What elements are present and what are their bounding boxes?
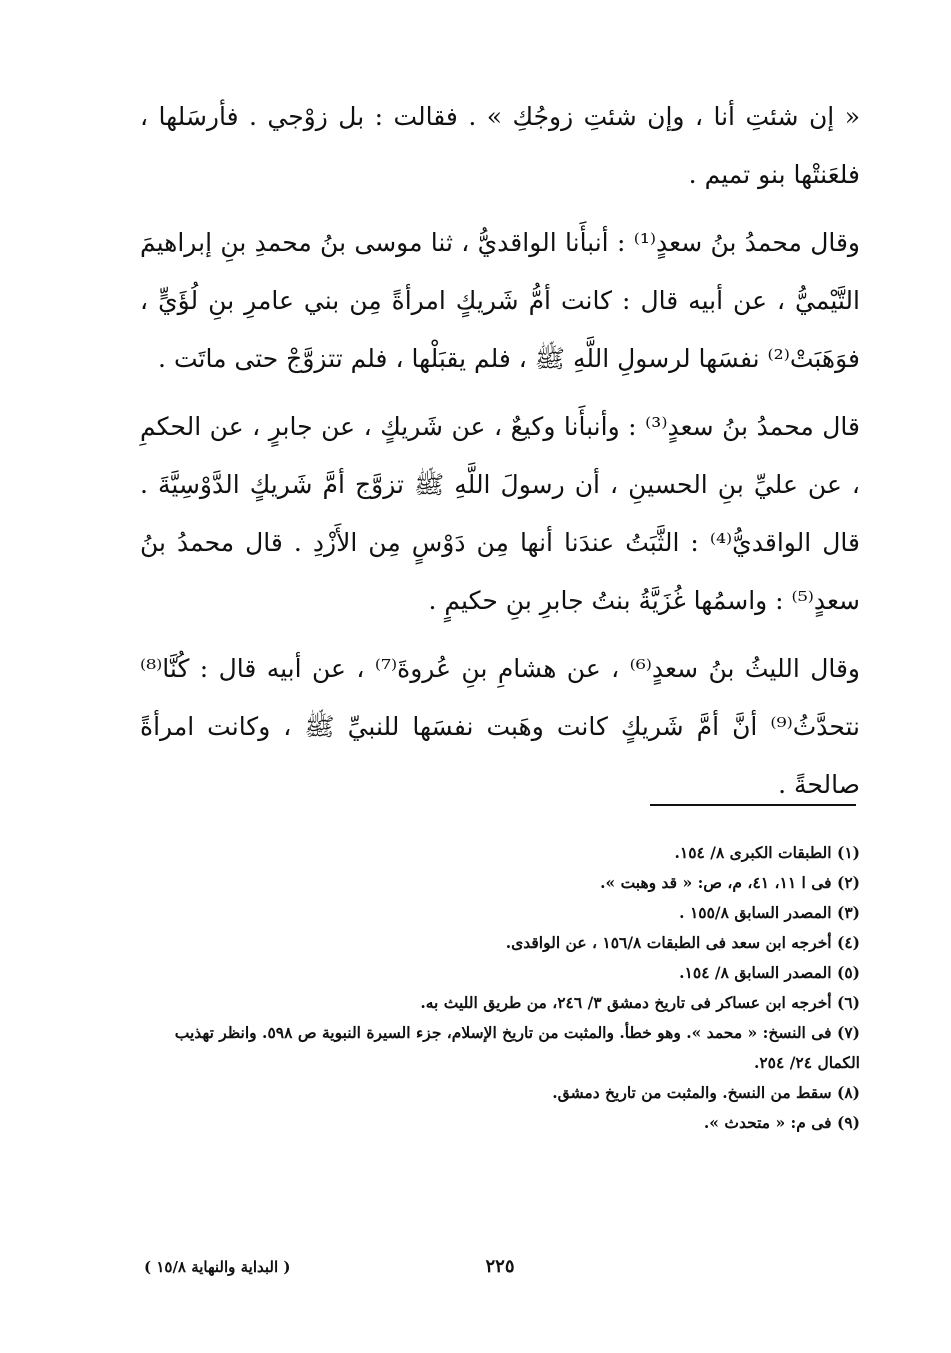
paragraph-4: وقال الليثُ بنُ سعدٍ⁽⁶⁾ ، عن هشامِ بنِ عُروةَ⁽⁷⁾ ، عن أبيه قال : كُنَّا⁽⁸⁾ نتحدَّثُ⁽⁹⁾ أنَّ أمَّ شَريكٍ كانت وهَبت نفسَها للنبيِّ ﷺ ، وكانت امرأةً صالحةً . xyxy=(140,654,861,799)
footnote-3: (٣) المصدر السابق ١٥٥/٨ . xyxy=(679,903,860,922)
page-number: ٢٢٥ xyxy=(485,1256,515,1277)
footnotes xyxy=(140,838,860,1138)
footnote-8: (٨) سقط من النسخ. والمثبت من تاريخ دمشق. xyxy=(552,1083,860,1102)
footnote-4: (٤) أخرجه ابن سعد فى الطبقات ١٥٦/٨ ، عن الواقدى. xyxy=(505,933,860,952)
main-text xyxy=(140,88,860,814)
footnote-2: (٢) فى ا ١١، ٤١، م، ص: « قد وهبت ». xyxy=(600,873,860,892)
paragraph-2: وقال محمدُ بنُ سعدٍ⁽¹⁾ : أنبأَنا الواقديُّ ، ثنا موسى بنُ محمدِ بنِ إبراهيمَ التَّيْميُّ ، عن أبيه قال : كانت أمُّ شَريكٍ امرأةً مِن بني عامرِ بنِ لُؤَيٍّ ، فوَهَبَتْ⁽²⁾ نفسَها لرسولِ اللَّهِ ﷺ ، فلم يقبَلْها ، فلم تتزوَّجْ حتى ماتَت . xyxy=(140,228,861,373)
footnote-7: (٧) فى النسخ: « محمد ». وهو خطأ. والمثبت من تاريخ الإسلام، جزء السيرة النبوية ص ٥٩٨. وانظر تهذيب الكمال ٢٤/ ٢٥٤. xyxy=(174,1023,860,1072)
footnote-separator xyxy=(650,804,856,806)
paragraph-3: قال محمدُ بنُ سعدٍ⁽³⁾ : وأنبأَنا وكيعٌ ، عن شَريكٍ ، عن جابرٍ ، عن الحكمِ ، عن عليِّ بنِ الحسينِ ، أن رسولَ اللَّهِ ﷺ تزوَّج أمَّ شَريكٍ الدَّوْسِيَّةَ . قال الواقديُّ⁽⁴⁾ : الثَّبَتُ عندَنا أنها مِن دَوْسٍ مِن الأَزْدِ . قال محمدُ بنُ سعدٍ⁽⁵⁾ : واسمُها غُزَيَّةُ بنتُ جابرِ بنِ حكيمٍ . xyxy=(140,412,861,615)
running-head: ( البداية والنهاية ١٥/٨ ) xyxy=(144,1258,291,1276)
paragraph-1: « إن شئتِ أنا ، وإن شئتِ زوجُكِ » . فقالت : بل زوْجي . فأرسَلها ، فلعَنتْها بنو تميم . xyxy=(140,102,860,189)
footnote-9: (٩) فى م: « متحدث ». xyxy=(703,1113,860,1132)
footnote-6: (٦) أخرجه ابن عساكر فى تاريخ دمشق ٣/ ٢٤٦، من طريق الليث به. xyxy=(420,993,860,1012)
footnote-5: (٥) المصدر السابق ٨/ ١٥٤. xyxy=(679,963,860,982)
footnote-1: (١) الطبقات الكبرى ٨/ ١٥٤. xyxy=(674,843,860,862)
